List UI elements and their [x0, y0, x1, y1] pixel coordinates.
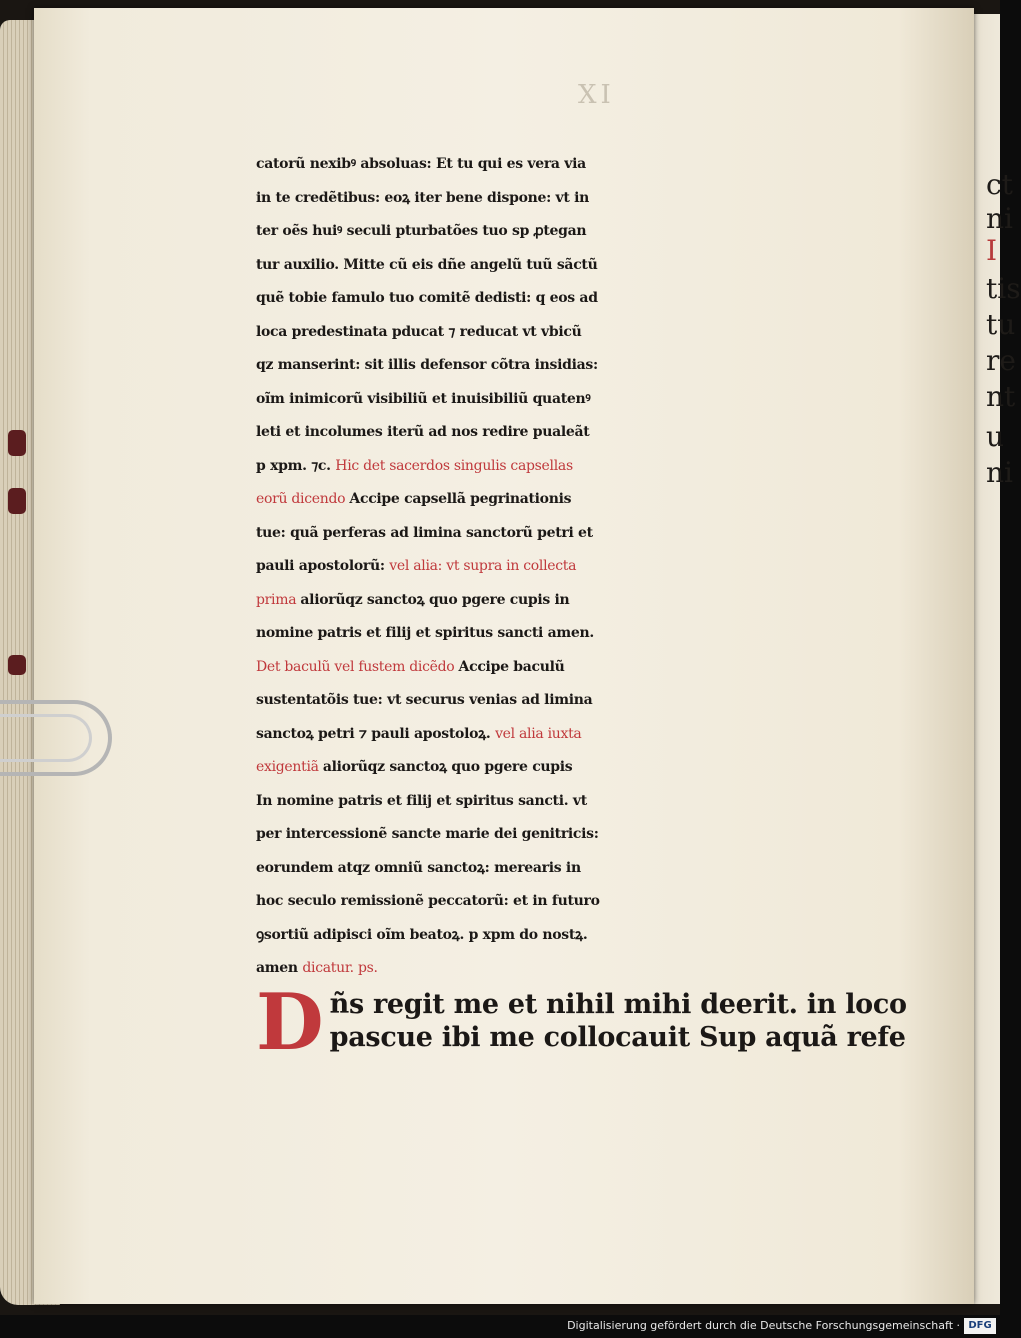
bookmark-ribbon [8, 488, 26, 514]
rubric-text: dicatur. ps. [302, 960, 378, 976]
psalm-start [256, 976, 916, 1068]
text-line [256, 249, 916, 283]
text-line [256, 383, 916, 417]
text-line [256, 718, 916, 752]
body-text: amen [256, 960, 303, 976]
rubric-text: vel alia: vt supra in collecta [389, 558, 577, 574]
text-line [256, 517, 916, 551]
body-text: in te credẽtibus: eoꝝ iter bene dispone: vt in [256, 189, 590, 206]
text-line [256, 450, 916, 484]
body-text: aliorũqz sanctoꝝ quo pgere cupis [322, 759, 573, 775]
text-line [256, 952, 916, 986]
body-text: eorundem atqz omniũ sanctoꝝ: merearis in [256, 859, 581, 876]
text-line [256, 416, 916, 450]
body-text: Accipe baculũ [458, 658, 565, 675]
text-line [256, 282, 916, 316]
psalm-line: pascue ibi me collocauit Sup aquã refe [329, 1022, 906, 1053]
footer-bar [0, 1315, 1000, 1338]
body-text: oĩm inimicorũ visibiliũ et inuisibiliũ quatenꝰ [256, 390, 591, 407]
text-line [256, 215, 916, 249]
rubric-text: Hic det sacerdos singulis capsellas [335, 457, 573, 474]
body-text: leti et incolumes iterũ ad nos redire pualeãt [256, 424, 590, 440]
facing-page-fragment: re [986, 344, 1016, 377]
facing-page-fragment: ni [986, 456, 1013, 489]
body-text: p xpm. ⁊c. [256, 457, 336, 474]
text-line [256, 852, 916, 886]
text-line [256, 483, 916, 517]
folio-number: XI [578, 80, 615, 110]
body-text: hoc seculo remissionẽ peccatorũ: et in futuro [256, 893, 600, 909]
text-line [256, 818, 916, 852]
psalm-line: ñs regit me et nihil mihi deerit. in loco [329, 988, 907, 1020]
body-text: quẽ tobie famulo tuo comitẽ dedisti: q eos ad [256, 290, 598, 306]
rubric-text: vel alia iuxta [495, 725, 582, 742]
text-line [256, 584, 916, 618]
text-line [256, 182, 916, 216]
body-text: pauli apostolorũ: [256, 558, 390, 574]
facing-page-fragment: tis [986, 272, 1021, 305]
text-line [256, 751, 916, 785]
rubric-text: eorũ dicendo [256, 491, 350, 507]
text-block [256, 148, 916, 1068]
psalm-initial: D [256, 976, 324, 1068]
body-text: sustentatõis tue: vt securus venias ad limina [256, 692, 593, 708]
bookmark-ribbon [8, 655, 26, 675]
facing-page-fragment: u [986, 420, 1005, 453]
facing-page-fragment: tu [986, 308, 1016, 341]
facing-page-fragment: ni [986, 202, 1013, 235]
dfg-logo: DFG [964, 1318, 996, 1334]
body-text: Accipe capsellã pegrinationis [349, 491, 572, 507]
body-text: tue: quã perferas ad limina sanctorũ petri et [256, 524, 593, 541]
paper-clip-inner [0, 714, 92, 762]
rubric-text: prima [256, 591, 301, 608]
footer-credit: Digitalisierung gefördert durch die Deutsche Forschungsgemeinschaft · [567, 1319, 960, 1332]
text-line [256, 316, 916, 350]
body-text: ꝯsortiũ adipisci oĩm beatoꝝ. p xpm do nostꝝ. [256, 926, 588, 943]
bookmark-ribbon [8, 430, 26, 456]
body-text: In nomine patris et filij et spiritus sancti. vt [256, 792, 587, 809]
text-line [256, 550, 916, 584]
body-text: catorũ nexibꝰ absoluas: Et tu qui es vera via [256, 156, 586, 172]
text-line [256, 919, 916, 953]
body-text: loca predestinata pducat ⁊ reducat vt vbicũ [256, 323, 582, 340]
text-line [256, 785, 916, 819]
text-line [256, 885, 916, 919]
body-text: tur auxilio. Mitte cũ eis dñe angelũ tuũ sãctũ [256, 256, 598, 273]
text-line [256, 684, 916, 718]
main-text [256, 148, 916, 986]
rubric-text: Det baculũ vel fustem dicẽdo [256, 658, 459, 675]
text-line [256, 148, 916, 182]
body-text: nomine patris et filij et spiritus sancti amen. [256, 625, 594, 641]
facing-page-fragment: I [986, 234, 998, 267]
body-text: ter oẽs huiꝰ seculi pturbatões tuo sp ꝓtegan [256, 223, 587, 239]
text-line [256, 617, 916, 651]
body-text: sanctoꝝ petri ⁊ pauli apostoloꝝ. [256, 725, 496, 742]
body-text: per intercessionẽ sancte marie dei genitricis: [256, 826, 599, 842]
facing-page-fragment: nt [986, 380, 1016, 413]
text-line [256, 349, 916, 383]
text-line [256, 651, 916, 685]
facing-page-fragment: ct [986, 168, 1013, 201]
rubric-text: exigentiã [256, 759, 323, 775]
body-text: qz manserint: sit illis defensor cõtra insidias: [256, 357, 598, 373]
body-text: aliorũqz sanctoꝝ quo pgere cupis in [300, 591, 570, 608]
